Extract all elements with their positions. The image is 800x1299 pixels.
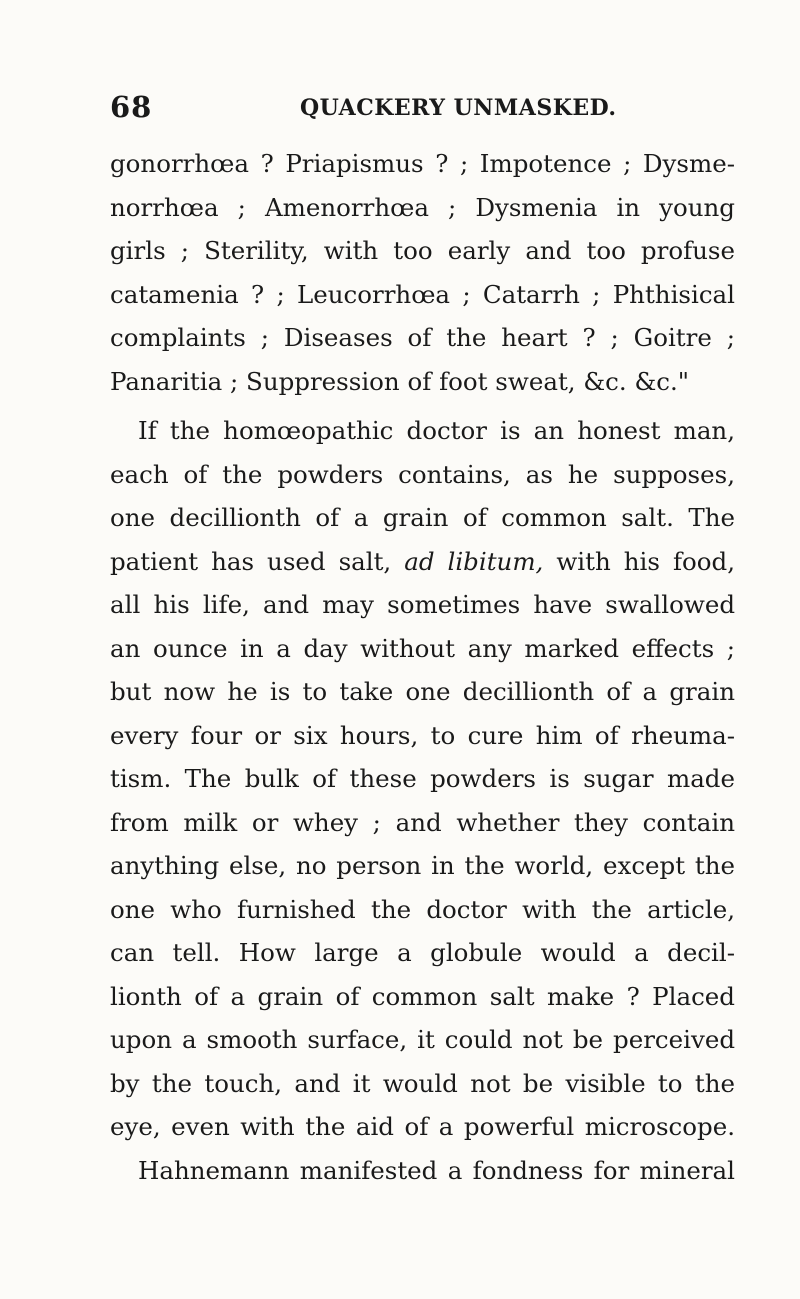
page-number: 68 [110,90,153,124]
text-line: catamenia ? ; Leucorrhœa ; Catarrh ; Phthisical [110,279,735,309]
text-line: tism. The bulk of these powders is sugar made [110,764,735,793]
page-header [110,90,730,130]
text-line: If the homœopathic doctor is an honest man, [138,416,735,445]
text-line: every four or six hours, to cure him of rheuma- [110,720,735,750]
text-line: Panaritia ; Suppression of foot sweat, &c. &c." [110,366,690,396]
text-segment: patient has used salt, [110,546,405,576]
text-line: one decillionth of a grain of common salt. The [110,503,735,532]
text-line: each of the powders contains, as he supposes, [110,459,735,489]
text-line: eye, even with the aid of a powerful microscope. [110,1112,735,1141]
text-line: but now he is to take one decillionth of a grain [110,677,735,706]
text-line: complaints ; Diseases of the heart ? ; Goitre ; [110,323,735,352]
text-line: Hahnemann manifested a fondness for mineral [138,1155,735,1185]
text-segment: with his food, [543,546,735,576]
italic-phrase: ad libitum, [404,546,544,576]
text-line: from milk or whey ; and whether they contain [110,807,735,837]
text-line: upon a smooth surface, it could not be perceived [110,1025,735,1054]
text-line: anything else, no person in the world, except the [110,851,735,880]
text-line: an ounce in a day without any marked effects ; [110,633,735,663]
text-line: all his life, and may sometimes have swallowed [110,590,735,619]
paragraph-2 [110,409,735,1192]
text-line: lionth of a grain of common salt make ? Placed [110,981,735,1011]
text-line: by the touch, and it would not be visible to the [110,1068,735,1098]
running-head: QUACKERY UNMASKED. [300,95,617,121]
text-line-with-italic [110,540,735,584]
text-line: girls ; Sterility, with too early and too profuse [110,236,735,265]
text-line: one who furnished the doctor with the article, [110,894,735,924]
paragraph-1 [110,142,735,403]
text-line: can tell. How large a globule would a decil- [110,938,735,967]
text-line: gonorrhœa ? Priapismus ? ; Impotence ; Dysme- [110,149,735,178]
body-text [110,142,735,1192]
text-line: norrhœa ; Amenorrhœa ; Dysmenia in young [110,192,735,222]
